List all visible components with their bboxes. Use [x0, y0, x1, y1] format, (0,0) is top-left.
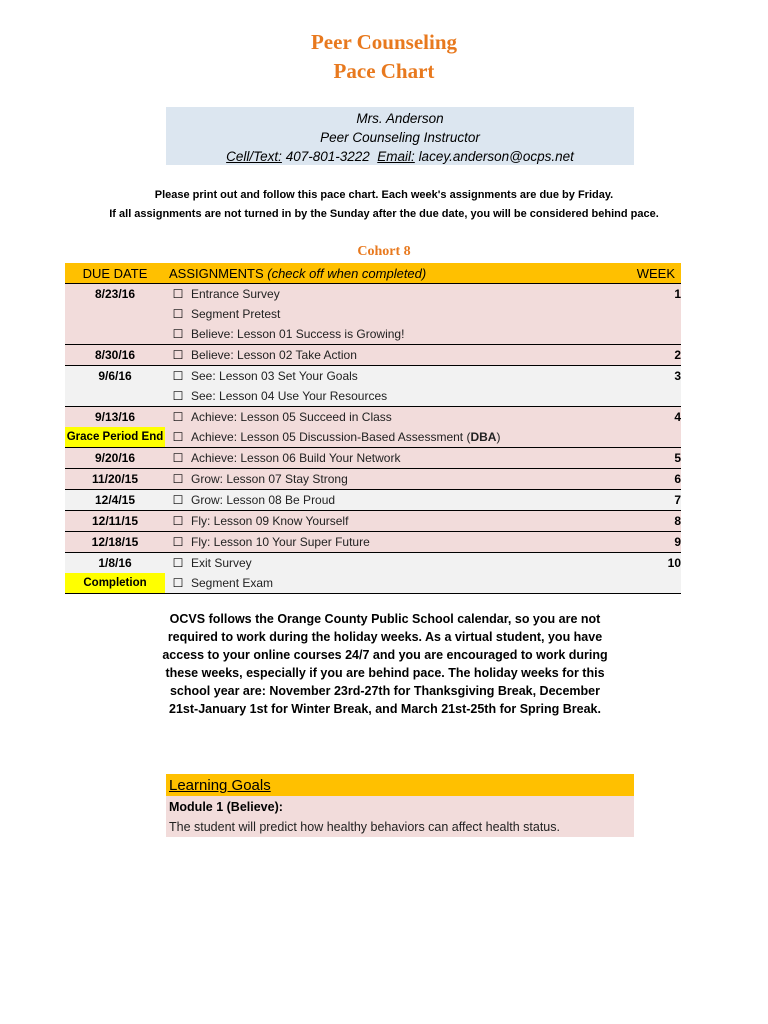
assignment-tail-text: ): [496, 430, 501, 444]
assignment-cell: [191, 553, 615, 574]
assignment-cell: [191, 532, 615, 553]
cell-value: 407-801-3222: [285, 149, 370, 164]
completion-checkbox[interactable]: ☐: [165, 573, 191, 594]
assignment-cell: [191, 386, 615, 407]
completion-checkbox[interactable]: ☐: [165, 284, 191, 305]
email-label: Email:: [377, 149, 415, 164]
instructor-name: Mrs. Anderson: [356, 111, 444, 126]
due-date-cell: [65, 304, 165, 324]
assignment-cell: [191, 427, 615, 448]
week-cell: [615, 427, 681, 448]
assignment-cell: [191, 284, 615, 305]
assignment-cell: [191, 407, 615, 428]
assignment-cell: [191, 345, 615, 366]
due-date-cell: Completion: [65, 573, 165, 594]
assignment-cell: [191, 448, 615, 469]
assignment-text: Exit Survey: [191, 556, 252, 570]
table-row: [65, 469, 681, 490]
assignment-cell: [191, 573, 615, 594]
week-cell: [615, 324, 681, 345]
due-date-cell: Grace Period End: [65, 427, 165, 448]
header-assignments-note: (check off when completed): [267, 265, 427, 281]
due-date-cell: 12/11/15: [65, 511, 165, 532]
table-row: [65, 407, 681, 428]
due-date-cell: 1/8/16: [65, 553, 165, 574]
assignment-text: Achieve: Lesson 05 Discussion-Based Assessment (: [191, 430, 471, 444]
header-due-date: DUE DATE: [65, 263, 165, 284]
assignment-text: Believe: Lesson 01 Success is Growing!: [191, 327, 405, 341]
completion-checkbox[interactable]: ☐: [165, 407, 191, 428]
page-subtitle: Pace Chart: [333, 59, 435, 83]
completion-checkbox[interactable]: ☐: [165, 386, 191, 407]
header-week: WEEK: [615, 263, 681, 284]
completion-checkbox[interactable]: ☐: [165, 427, 191, 448]
table-row: [65, 573, 681, 594]
table-row: [65, 366, 681, 387]
assignment-text: Grow: Lesson 08 Be Proud: [191, 493, 336, 507]
week-cell: 3: [615, 366, 681, 387]
due-date-cell: 8/30/16: [65, 345, 165, 366]
due-date-cell: 9/6/16: [65, 366, 165, 387]
table-row: [65, 284, 681, 305]
notice-line-1: Please print out and follow this pace chart. Each week's assignments are due by Friday.: [154, 189, 614, 201]
cohort-label: Cohort 8: [357, 244, 411, 259]
table-row: [65, 304, 681, 324]
email-value[interactable]: lacey.anderson@ocps.net: [418, 149, 574, 164]
page-title: Peer Counseling: [310, 30, 458, 54]
assignment-text: See: Lesson 04 Use Your Resources: [191, 389, 388, 403]
completion-checkbox[interactable]: ☐: [165, 448, 191, 469]
pace-table: [65, 263, 681, 594]
week-cell: [615, 573, 681, 594]
assignment-text: Segment Exam: [191, 576, 274, 590]
week-cell: 8: [615, 511, 681, 532]
due-date-cell: [65, 386, 165, 407]
learning-goals-heading: [166, 774, 634, 796]
table-row: [65, 490, 681, 511]
learning-goals-title: Learning Goals: [169, 777, 271, 794]
assignment-cell: [191, 304, 615, 324]
due-date-cell: [65, 324, 165, 345]
notice-line-2: If all assignments are not turned in by the Sunday after the due date, you will be considered behind pace.: [109, 208, 659, 220]
table-row: [65, 386, 681, 407]
assignment-cell: [191, 366, 615, 387]
due-date-cell: 12/4/15: [65, 490, 165, 511]
due-date-cell: 11/20/15: [65, 469, 165, 490]
assignment-text: Entrance Survey: [191, 287, 280, 301]
assignment-cell: [191, 469, 615, 490]
table-row: [65, 511, 681, 532]
pace-table-body: [65, 284, 681, 594]
instructor-box: [166, 107, 634, 165]
header-assignments: [165, 263, 615, 284]
holiday-paragraph: OCVS follows the Orange County Public School calendar, so you are not required to work during the holiday weeks. As a virtual student, you have access to your online courses 24/7 and you are encouraged to work during these weeks, especially if you are behind pace. The holiday weeks for this school year are: November 23rd-27th for Thanksgiving Break, December 21st-January 1st for Winter Break, and March 21st-25th for Spring Break.: [162, 612, 608, 716]
week-cell: 2: [615, 345, 681, 366]
week-cell: 5: [615, 448, 681, 469]
assignment-bold-text: DBA: [470, 430, 497, 444]
due-date-cell: 8/23/16: [65, 284, 165, 305]
assignment-text: Fly: Lesson 09 Know Yourself: [191, 514, 349, 528]
due-date-cell: 9/13/16: [65, 407, 165, 428]
assignment-text: Grow: Lesson 07 Stay Strong: [191, 472, 348, 486]
completion-checkbox[interactable]: ☐: [165, 532, 191, 553]
assignment-text: Fly: Lesson 10 Your Super Future: [191, 535, 370, 549]
table-row: [65, 324, 681, 345]
assignment-text: See: Lesson 03 Set Your Goals: [191, 369, 358, 383]
due-date-cell: 12/18/15: [65, 532, 165, 553]
completion-checkbox[interactable]: ☐: [165, 511, 191, 532]
table-row: [65, 427, 681, 448]
instructor-contact: [166, 147, 634, 166]
assignment-text: Segment Pretest: [191, 307, 281, 321]
week-cell: 6: [615, 469, 681, 490]
assignment-cell: [191, 511, 615, 532]
completion-checkbox[interactable]: ☐: [165, 469, 191, 490]
completion-checkbox[interactable]: ☐: [165, 304, 191, 324]
completion-checkbox[interactable]: ☐: [165, 366, 191, 387]
table-row: [65, 553, 681, 574]
module-title: Module 1 (Believe):: [169, 800, 283, 814]
assignment-cell: [191, 490, 615, 511]
assignment-text: Achieve: Lesson 06 Build Your Network: [191, 451, 401, 465]
week-cell: 7: [615, 490, 681, 511]
completion-checkbox[interactable]: ☐: [165, 345, 191, 366]
table-row: [65, 448, 681, 469]
cell-label: Cell/Text:: [226, 149, 282, 164]
week-cell: 1: [615, 284, 681, 305]
week-cell: 9: [615, 532, 681, 553]
week-cell: [615, 304, 681, 324]
due-date-cell: 9/20/16: [65, 448, 165, 469]
week-cell: 4: [615, 407, 681, 428]
assignment-text: Believe: Lesson 02 Take Action: [191, 348, 357, 362]
assignment-text: Achieve: Lesson 05 Succeed in Class: [191, 410, 392, 424]
header-assignments-label: ASSIGNMENTS: [169, 265, 264, 281]
learning-goals-body: [166, 796, 634, 837]
completion-checkbox[interactable]: ☐: [165, 490, 191, 511]
instructor-role: Peer Counseling Instructor: [320, 130, 480, 145]
module-goal-text: The student will predict how healthy behaviors can affect health status.: [169, 820, 560, 834]
table-header-row: [65, 263, 681, 284]
assignment-cell: [191, 324, 615, 345]
week-cell: [615, 386, 681, 407]
completion-checkbox[interactable]: ☐: [165, 553, 191, 574]
completion-checkbox[interactable]: ☐: [165, 324, 191, 345]
week-cell: 10: [615, 553, 681, 574]
table-row: [65, 345, 681, 366]
table-row: [65, 532, 681, 553]
